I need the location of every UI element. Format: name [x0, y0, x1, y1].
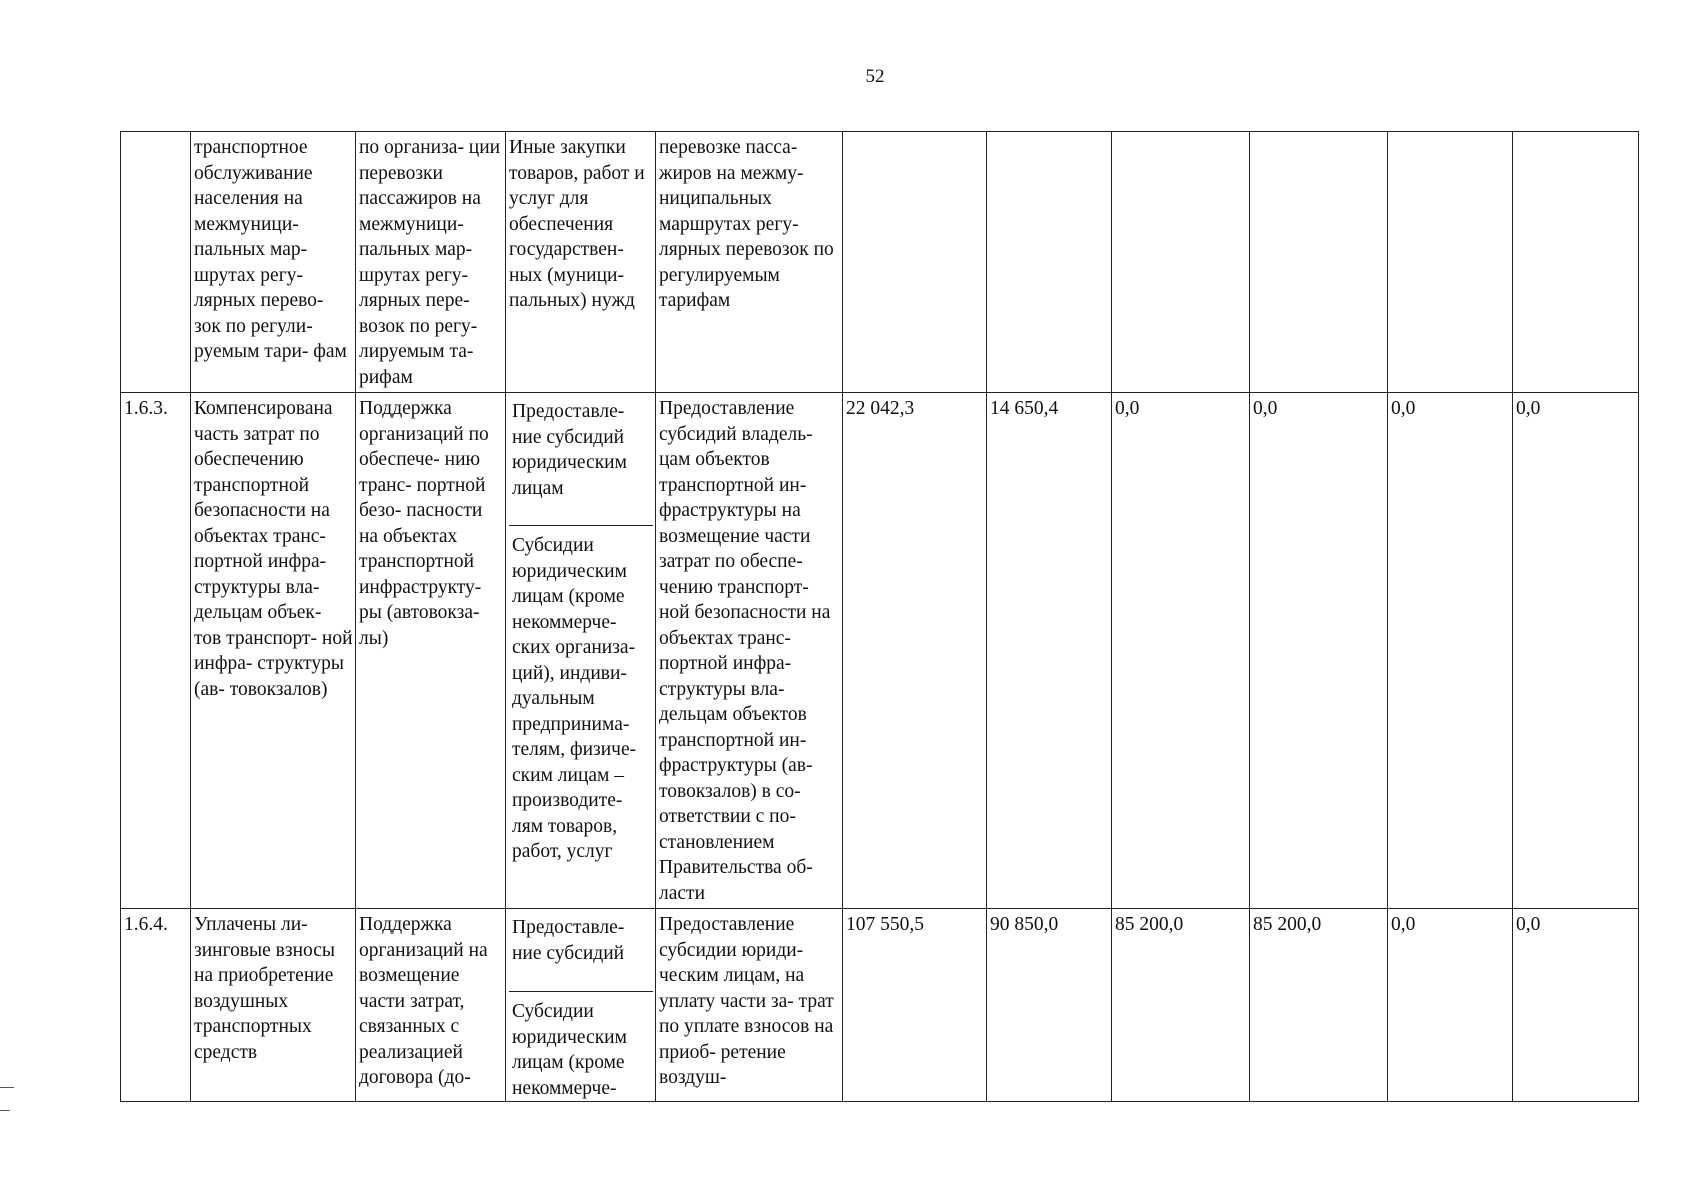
- value-cell: [843, 132, 987, 393]
- value-cell: 0,0: [1513, 909, 1639, 1102]
- value-cell: 22 042,3: [843, 393, 987, 909]
- program-table: [120, 131, 1639, 1102]
- result-cell: транспортное обслуживание населения на межмуници- пальных мар- шрутах регу- лярных перево- зок по регули- руемым тари- фам: [191, 132, 356, 393]
- expense-type-top: [509, 912, 653, 992]
- description-cell: Предоставление субсидий владель- цам объектов транспортной ин- фраструктуры на возмещение части затрат по обеспе- чению транспорт- ной безопасности на объектах транс- портной инфра- структуры вла- дельцам объектов транспортной ин- фраструктуры (ав- товокзалов) в со- ответствии с по- становлением Правительства об- ласти: [656, 393, 843, 909]
- value-cell: 0,0: [1388, 909, 1513, 1102]
- expense-type-bottom: [509, 992, 653, 1101]
- table-row: [121, 132, 1639, 393]
- expense-type-bottom: [509, 526, 653, 865]
- result-cell: Компенсирована часть затрат по обеспечению транспортной безопасности на объектах транс- портной инфра- структуры вла- дельцам объек- тов транспорт- ной инфра- структуры (ав- товокзалов): [191, 393, 356, 909]
- row-number-cell: 1.6.3.: [121, 393, 191, 909]
- activity-cell: Поддержка организаций по обеспече- нию транс- портной безо- пасности на объектах транспортной инфраструкту- ры (автовокза- лы): [356, 393, 506, 909]
- margin-mark: [0, 1087, 14, 1088]
- value-cell: 85 200,0: [1112, 909, 1250, 1102]
- result-cell: Уплачены ли- зинговые взносы на приобретение воздушных транспортных средств: [191, 909, 356, 1102]
- expense-type-cell: Иные закупки товаров, работ и услуг для обеспечения государствен- ных (муници- пальных) нужд: [506, 132, 656, 393]
- expense-type-bottom-text: Субсидии юридическим лицам (кроме некоммерче- ских организа- ций), индиви- дуальным предпринима- телям, физиче- ским лицам – производите- лям товаров, работ, услуг: [512, 535, 637, 862]
- table-row: [121, 909, 1639, 1102]
- page-number: 52: [865, 66, 885, 87]
- expense-type-cell: [506, 393, 656, 909]
- value-cell: 85 200,0: [1250, 909, 1388, 1102]
- row-number-cell: [121, 132, 191, 393]
- value-cell: 0,0: [1250, 393, 1388, 909]
- value-cell: [1513, 132, 1639, 393]
- value-cell: 90 850,0: [987, 909, 1112, 1102]
- value-cell: 107 550,5: [843, 909, 987, 1102]
- value-cell: 14 650,4: [987, 393, 1112, 909]
- table-row: [121, 393, 1639, 909]
- description-cell: перевозке пасса- жиров на межму- ниципальных маршрутах регу- лярных перевозок по регулируемым тарифам: [656, 132, 843, 393]
- row-number-cell: 1.6.4.: [121, 909, 191, 1102]
- expense-type-top-text: Предоставле- ние субсидий: [512, 917, 625, 964]
- expense-type-top: [509, 396, 653, 526]
- value-cell: 0,0: [1112, 393, 1250, 909]
- value-cell: [987, 132, 1112, 393]
- description-cell: Предоставление субсидии юриди- ческим лицам, на уплату части за- трат по уплате взносов на приоб- ретение воздуш-: [656, 909, 843, 1102]
- activity-cell: по организа- ции перевозки пассажиров на межмуници- пальных мар- шрутах регу- лярных пере- возок по регу- лируемым та- рифам: [356, 132, 506, 393]
- value-cell: 0,0: [1513, 393, 1639, 909]
- value-cell: 0,0: [1388, 393, 1513, 909]
- activity-cell: Поддержка организаций на возмещение части затрат, связанных с реализацией договора (до-: [356, 909, 506, 1102]
- expense-type-bottom-text: Субсидии юридическим лицам (кроме некоммерче-: [512, 1001, 627, 1099]
- expense-type-top-text: Предоставле- ние субсидий юридическим лицам: [512, 401, 627, 499]
- value-cell: [1388, 132, 1513, 393]
- margin-mark: [0, 1110, 10, 1111]
- value-cell: [1250, 132, 1388, 393]
- expense-type-cell: [506, 909, 656, 1102]
- value-cell: [1112, 132, 1250, 393]
